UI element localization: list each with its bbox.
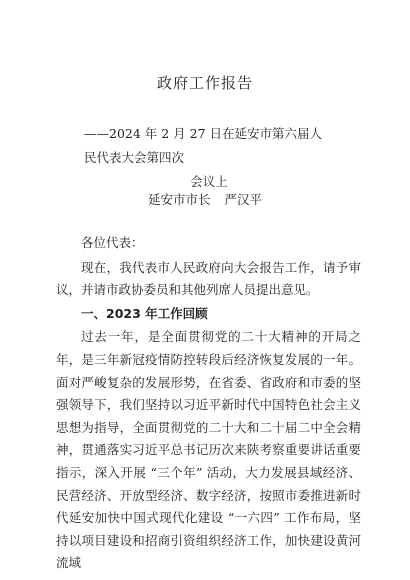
author-line bbox=[0, 190, 410, 208]
body-paragraph: 过去一年，是全面贯彻党的二十大精神的开局之年，是三年新冠疫情防控转段后经济恢复发展的一年。面对严峻复杂的发展形势，在省委、省政府和市委的坚强领导下，我们坚持以习近平新时代中国特色社会主义思想为指导，全面贯彻党的二十大和二十届二中全会精神，贯通落实习近平总书记历次来陕考察重要讲话重要指示，深入开展 “三个年” 活动，大力发展县域经济、民营经济、开放型经济、数字经济，按照市委推进新时代延安加快中国式现代化建设 “一六四” 工作布局，坚持以项目建设和招商引资组织经济工作，加快建设黄河流域 bbox=[56, 329, 361, 571]
subtitle-line-2: 会议上 bbox=[190, 174, 228, 189]
intro-paragraph: 现在，我代表市人民政府向大会报告工作，请予审议，并请市政协委员和其他列席人员提出意见。 bbox=[56, 259, 361, 298]
subtitle-line-1: ——2024 年 2 月 27 日在延安市第六届人民代表大会第四次 bbox=[84, 126, 323, 165]
author-role: 延安市市长 bbox=[147, 192, 211, 207]
document-subtitle bbox=[84, 122, 334, 194]
salutation: 各位代表： bbox=[81, 235, 144, 250]
section-heading: 一、2023 年工作回顾 bbox=[81, 305, 208, 321]
author-name: 严汉平 bbox=[224, 192, 263, 207]
document-title: 政府工作报告 bbox=[156, 74, 253, 92]
report-body bbox=[56, 232, 361, 575]
